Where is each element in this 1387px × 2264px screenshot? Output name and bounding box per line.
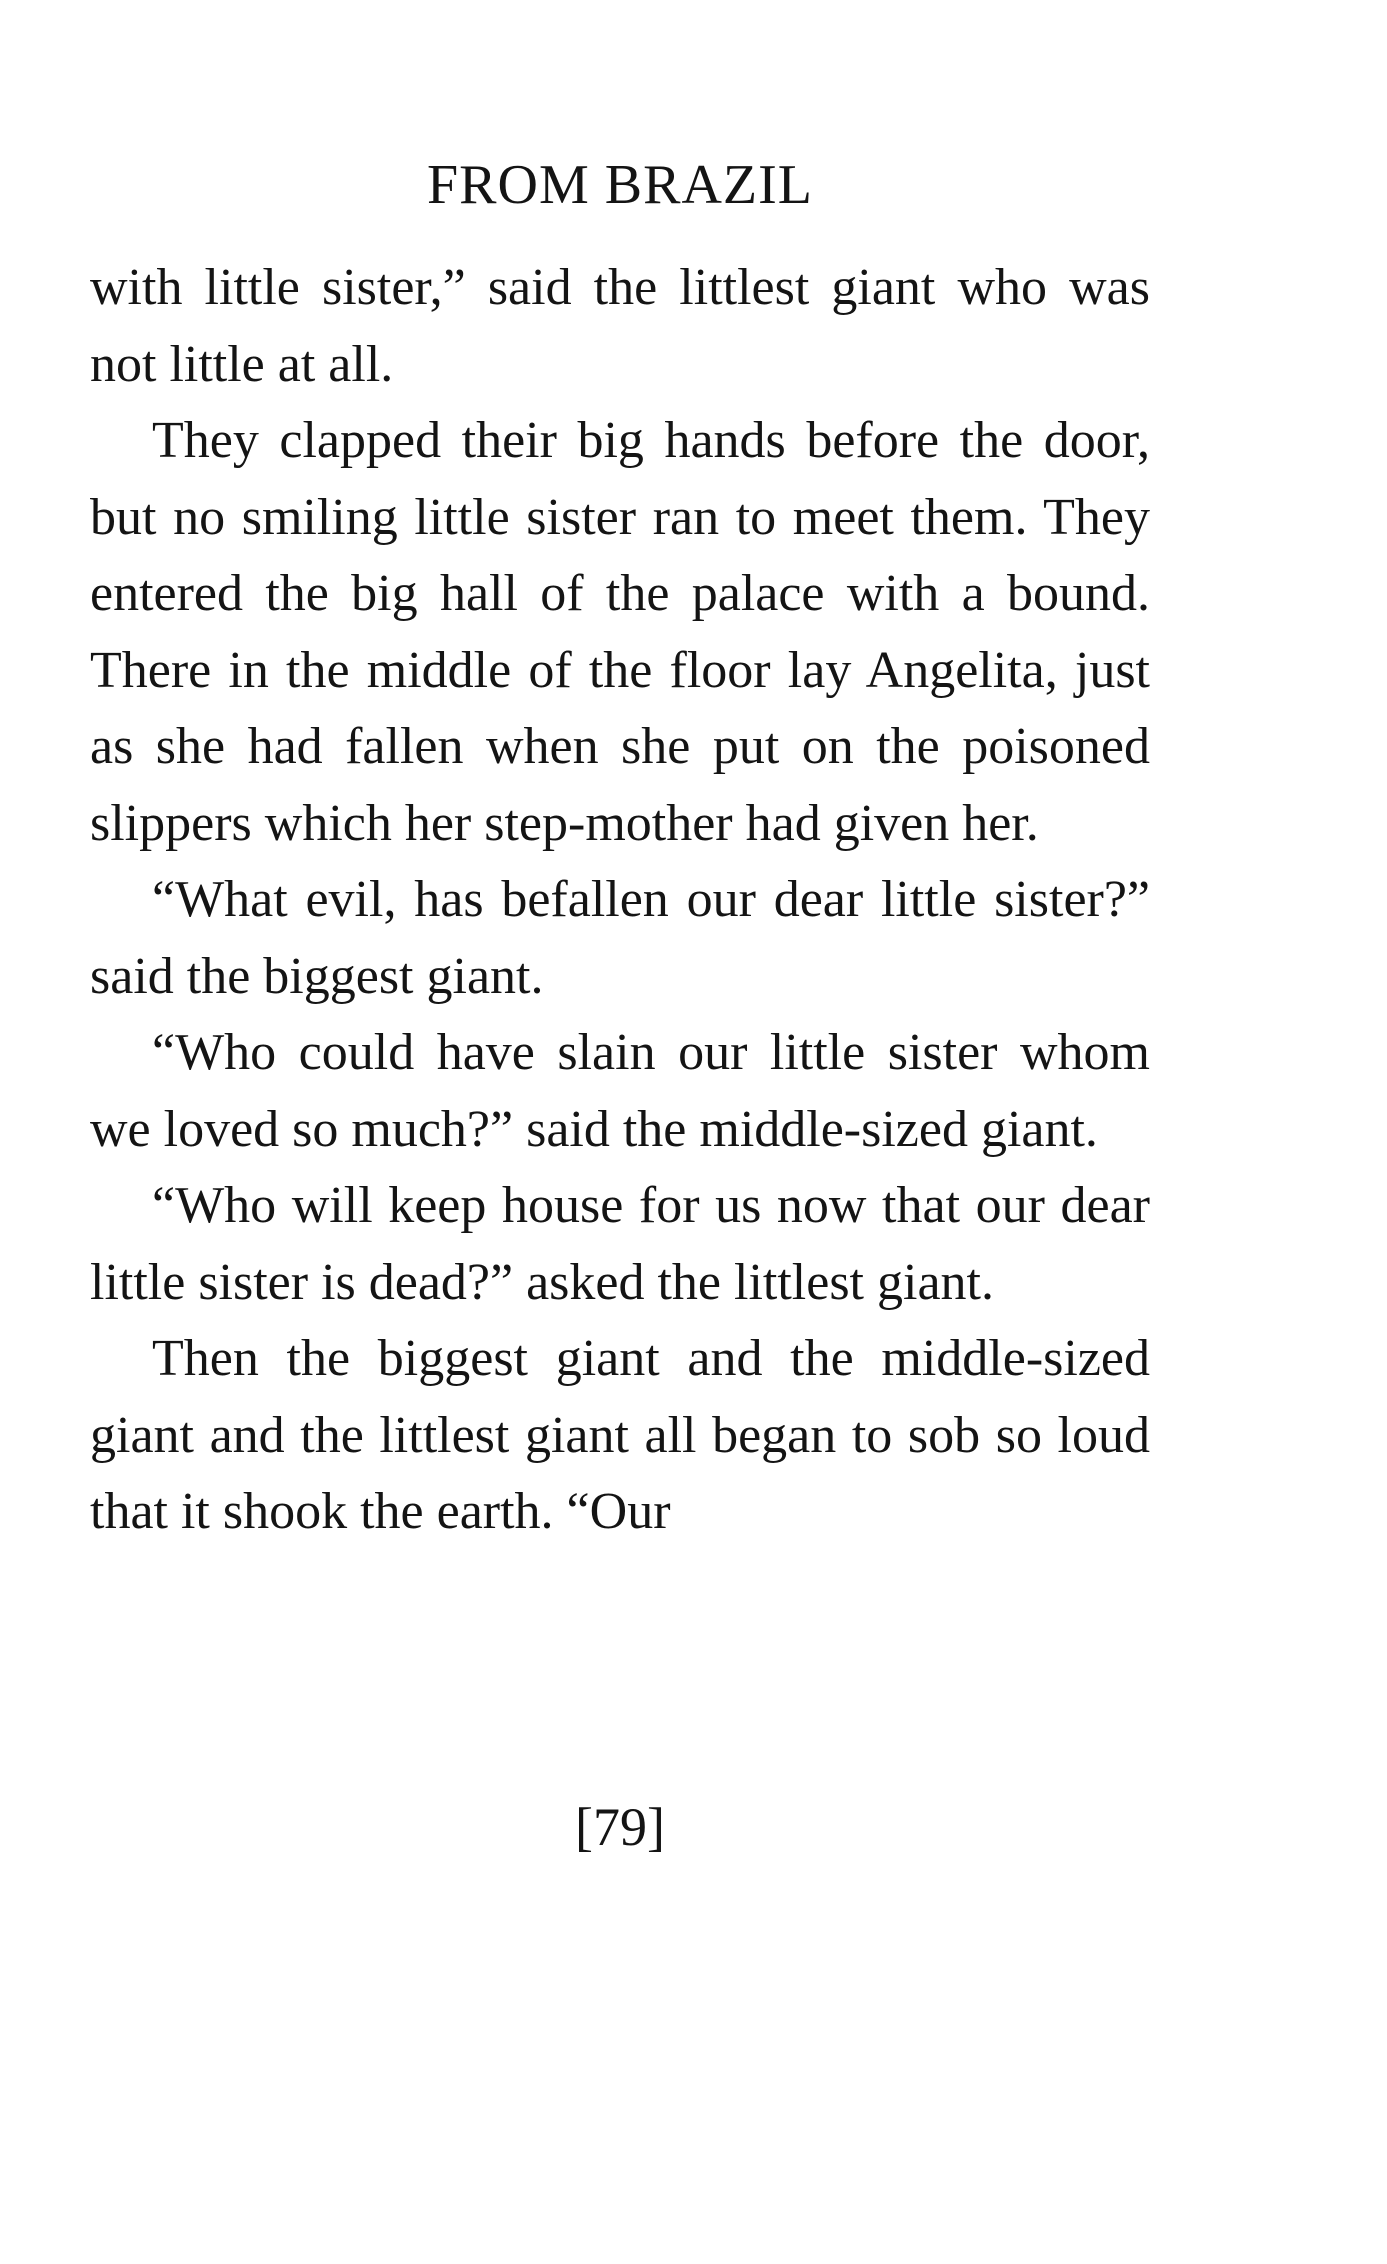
paragraph: “Who will keep house for us now that our dear little sister is dead?” asked the littlest giant. [90, 1177, 1150, 1311]
page-number: [79] [575, 1797, 665, 1857]
body-text [90, 250, 1150, 1551]
paragraph: “What evil, has befallen our dear little sister?” said the biggest giant. [90, 871, 1150, 1005]
paragraph: “Who could have slain our little sister whom we loved so much?” said the middle-sized giant. [90, 1024, 1150, 1158]
paragraph: Then the biggest giant and the middle-sized giant and the littlest giant all began to sob so loud that it shook the earth. “Our [90, 1330, 1150, 1540]
paragraph: They clapped their big hands before the door, but no smiling little sister ran to meet them. They entered the big hall of the palace with a bound. There in the middle of the floor lay Angelita, just as she had fallen when she put on the poisoned slippers which her step-mother had given her. [90, 412, 1150, 852]
running-title: FROM BRAZIL [427, 154, 813, 216]
paragraph-continued: with little sister,” said the littlest giant who was not little at all. [90, 259, 1150, 393]
